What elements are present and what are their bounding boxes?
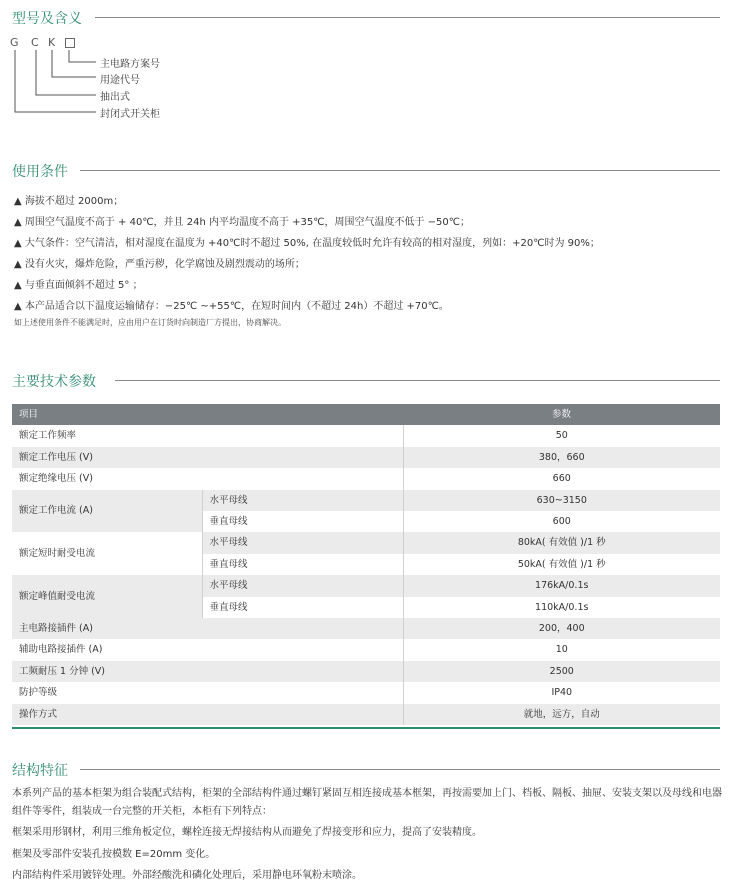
model-letter-g: G xyxy=(10,36,19,49)
row-value: 就地，远方，自动 xyxy=(403,704,720,725)
section-title-params: 主要技术参数 xyxy=(12,374,96,390)
section-divider xyxy=(115,380,720,381)
structure-paragraph: 框架及零部件安装孔按模数 E=20mm 变化。 xyxy=(12,849,216,860)
row-sub-label: 垂直母线 xyxy=(202,511,403,532)
structure-paragraph: 本系列产品的基本柜架为组合装配式结构，柜架的全部结构件通过螺钉紧固互相连接成基本框架，再按需要加上门、档板、隔板、抽屉、安装支架以及母线和电器组件等零件，组装成一台完整的开关柜，本柜有下列特点： xyxy=(12,788,722,817)
section-title-model: 型号及含义 xyxy=(12,11,82,27)
table-header-row xyxy=(12,404,720,425)
model-label-drawout: 抽出式 xyxy=(100,92,130,103)
table-row xyxy=(12,618,720,639)
section-divider xyxy=(80,170,720,171)
row-label: 辅助电路接插件 (A) xyxy=(19,644,103,656)
column-header-item: 项目 xyxy=(12,404,403,425)
table-row xyxy=(12,532,720,553)
row-value: 2500 xyxy=(403,661,720,682)
row-value: 10 xyxy=(403,639,720,660)
condition-note: 如上述使用条件不能满足时，应由用户在订货时向制造厂方提出，协商解决。 xyxy=(14,318,286,327)
technical-params-table xyxy=(12,404,720,725)
condition-item: ▲ 与垂直面倾斜不超过 5° ； xyxy=(14,280,143,291)
table-row xyxy=(12,639,720,660)
table-row xyxy=(12,575,720,596)
condition-item: ▲ 没有火灾，爆炸危险，严重污秽，化学腐蚀及剧烈震动的场所； xyxy=(14,259,305,270)
row-value: 630~3150 xyxy=(403,490,720,511)
row-label: 操作方式 xyxy=(12,704,403,725)
row-label: 额定工作电压 (V) xyxy=(12,447,403,468)
row-sub-label: 水平母线 xyxy=(202,490,403,511)
condition-item: ▲ 大气条件：空气清洁，相对湿度在温度为 +40℃时不超过 50%, 在温度较低时允许有较高的相对湿度，列如：+20℃时为 90%； xyxy=(14,238,600,249)
table-row xyxy=(12,682,720,703)
table-bottom-border xyxy=(12,727,720,729)
table-row xyxy=(12,468,720,489)
row-value: 176kA/0.1s xyxy=(403,575,720,596)
structure-paragraph: 内部结构件采用镀锌处理。外部经酸洗和磷化处理后，采用静电环氧粉末喷涂。 xyxy=(12,870,362,881)
row-label: 额定工作频率 xyxy=(19,430,77,442)
row-label: 工频耐压 1 分钟 (V) xyxy=(12,661,403,682)
row-label: 主电路接插件 (A) xyxy=(12,618,403,639)
row-value: 50kA( 有效值 )/1 秒 xyxy=(403,554,720,575)
structure-paragraph: 框架采用形钢材，利用三维角板定位，螺栓连接无焊接结构从而避免了焊接变形和应力，提高了安装精度。 xyxy=(12,827,482,838)
section-title-conditions: 使用条件 xyxy=(12,164,68,180)
row-value: IP40 xyxy=(403,682,720,703)
row-value: 50 xyxy=(403,425,720,446)
row-value: 600 xyxy=(403,511,720,532)
row-sub-label: 垂直母线 xyxy=(202,554,403,575)
row-sub-label: 水平母线 xyxy=(202,532,403,553)
table-row xyxy=(12,490,720,511)
row-value: 200，400 xyxy=(403,618,720,639)
model-label-usage: 用途代号 xyxy=(100,75,140,86)
row-label: 额定绝缘电压 (V) xyxy=(19,473,93,485)
table-row xyxy=(12,661,720,682)
model-letter-c: C xyxy=(31,36,39,49)
row-sub-label: 垂直母线 xyxy=(202,597,403,618)
section-title-structure: 结构特征 xyxy=(12,763,68,779)
table-row xyxy=(12,425,720,446)
row-value: 380，660 xyxy=(403,447,720,468)
row-label: 额定工作电流 (A) xyxy=(12,490,202,533)
row-value: 660 xyxy=(403,468,720,489)
row-label: 额定短时耐受电流 xyxy=(12,532,202,575)
model-letter-k: K xyxy=(48,36,56,49)
section-divider xyxy=(80,769,720,770)
row-sub-label: 水平母线 xyxy=(202,575,403,596)
condition-item: ▲ 本产品适合以下温度运输储存：−25℃ ~+55℃，在短时间内（不超过 24h）不超过 +70℃。 xyxy=(14,301,449,312)
column-header-param: 参数 xyxy=(403,404,720,425)
row-value: 80kA( 有效值 )/1 秒 xyxy=(403,532,720,553)
condition-item: ▲ 周围空气温度不高于 + 40℃，并且 24h 内平均温度不高于 +35℃，周围空气温度不低于 −50℃； xyxy=(14,217,471,228)
row-label: 防护等级 xyxy=(19,687,58,699)
condition-item: ▲ 海拔不超过 2000m； xyxy=(14,196,124,207)
row-value: 110kA/0.1s xyxy=(403,597,720,618)
model-label-enclosed: 封闭式开关柜 xyxy=(100,109,160,120)
model-label-scheme: 主电路方案号 xyxy=(100,59,160,70)
row-label: 额定峰值耐受电流 xyxy=(12,575,202,618)
table-row xyxy=(12,704,720,725)
table-row xyxy=(12,447,720,468)
